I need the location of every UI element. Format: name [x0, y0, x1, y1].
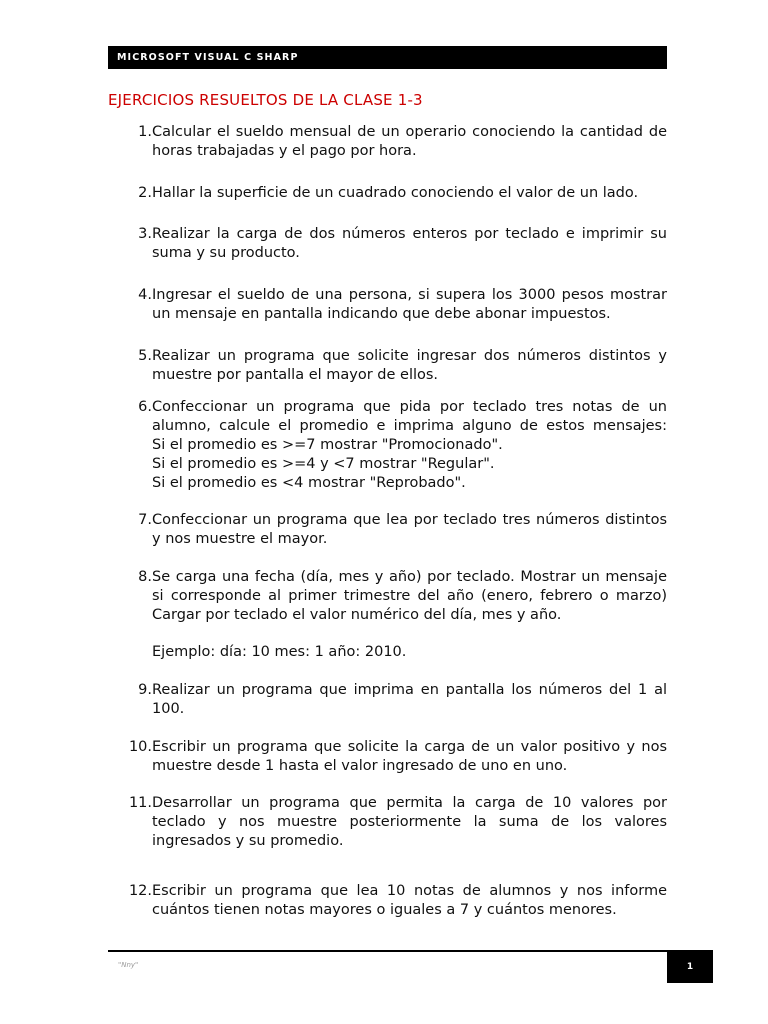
exercise-number: 12. — [128, 883, 152, 899]
exercise-text — [152, 225, 667, 263]
exercise-line: Hallar la superficie de un cuadrado conociendo el valor de un lado. — [152, 185, 639, 201]
exercise-text — [152, 286, 667, 324]
exercise-line: Confeccionar un programa que lea por teclado tres números distintos — [152, 512, 667, 528]
exercise-line: muestre por pantalla el mayor de ellos. — [152, 367, 439, 383]
exercise-line: muestre desde 1 hasta el valor ingresado de uno en uno. — [152, 758, 568, 774]
exercise-number: 10. — [128, 739, 152, 755]
exercise-number: 7. — [138, 512, 152, 528]
exercise-line: suma y su producto. — [152, 245, 300, 261]
exercise-line: Desarrollar un programa que permita la carga de 10 valores por — [152, 795, 667, 811]
exercise-line: cuántos tienen notas mayores o iguales a 7 y cuántos menores. — [152, 902, 617, 918]
exercise-text — [152, 398, 667, 493]
exercise-item — [120, 511, 667, 549]
exercise-line: Si el promedio es <4 mostrar "Reprobado". — [152, 475, 466, 491]
exercise-number: 9. — [138, 682, 152, 698]
exercise-line: teclado y nos muestre posteriormente la suma de los valores — [152, 814, 667, 830]
page-number: 1 — [686, 961, 694, 972]
exercise-number: 5. — [138, 348, 152, 364]
document-title: EJERCICIOS RESUELTOS DE LA CLASE 1-3 — [108, 91, 423, 109]
exercise-item — [120, 286, 667, 324]
exercise-line: horas trabajadas y el pago por hora. — [152, 143, 417, 159]
exercise-number: 4. — [138, 287, 152, 303]
exercise-line: Si el promedio es >=4 y <7 mostrar "Regular". — [152, 456, 495, 472]
exercise-item — [120, 738, 667, 776]
exercise-line: si corresponde al primer trimestre del año (enero, febrero o marzo) — [152, 588, 667, 604]
exercise-item — [120, 568, 667, 662]
exercise-number: 3. — [138, 226, 152, 242]
exercise-item — [120, 794, 667, 851]
exercise-line: Ejemplo: día: 10 mes: 1 año: 2010. — [152, 644, 407, 660]
exercise-line: Se carga una fecha (día, mes y año) por teclado. Mostrar un mensaje — [152, 569, 667, 585]
exercise-text — [152, 568, 667, 662]
exercise-text — [152, 681, 667, 719]
exercise-number: 6. — [138, 399, 152, 415]
exercise-item — [120, 681, 667, 719]
exercise-line: Si el promedio es >=7 mostrar "Promocionado". — [152, 437, 503, 453]
exercise-line: 100. — [152, 701, 185, 717]
exercise-line — [152, 625, 667, 643]
exercise-line: ingresados y su promedio. — [152, 833, 344, 849]
exercise-number: 2. — [138, 185, 152, 201]
exercise-line: Realizar un programa que imprima en pantalla los números del 1 al — [152, 682, 667, 698]
exercise-item — [120, 882, 667, 920]
exercise-text — [152, 347, 667, 385]
header-title: MICROSOFT VISUAL C SHARP — [117, 52, 299, 63]
exercise-text — [152, 184, 667, 203]
exercise-text — [152, 511, 667, 549]
exercise-item — [120, 123, 667, 161]
exercise-item — [120, 184, 667, 203]
exercise-number: 1. — [138, 124, 152, 140]
exercise-line: Realizar un programa que solicite ingresar dos números distintos y — [152, 348, 667, 364]
exercise-line: y nos muestre el mayor. — [152, 531, 328, 547]
exercise-number: 11. — [128, 795, 152, 811]
exercise-text — [152, 882, 667, 920]
exercise-item — [120, 398, 667, 493]
footer-divider — [108, 950, 667, 952]
exercise-text — [152, 738, 667, 776]
exercise-line: Escribir un programa que lea 10 notas de alumnos y nos informe — [152, 883, 667, 899]
exercise-line: un mensaje en pantalla indicando que debe abonar impuestos. — [152, 306, 611, 322]
exercise-line: Escribir un programa que solicite la carga de un valor positivo y nos — [152, 739, 667, 755]
footer-author: "Nny" — [118, 961, 139, 969]
page-number-box — [667, 950, 713, 983]
exercise-item — [120, 347, 667, 385]
header-bar — [108, 46, 667, 69]
exercise-number: 8. — [138, 569, 152, 585]
exercise-line: alumno, calcule el promedio e imprima alguno de estos mensajes: — [152, 418, 667, 434]
exercise-line: Calcular el sueldo mensual de un operario conociendo la cantidad de — [152, 124, 667, 140]
exercise-item — [120, 225, 667, 263]
exercise-line: Realizar la carga de dos números enteros por teclado e imprimir su — [152, 226, 667, 242]
exercise-line: Cargar por teclado el valor numérico del día, mes y año. — [152, 607, 562, 623]
exercise-text — [152, 123, 667, 161]
exercise-text — [152, 794, 667, 851]
exercise-line: Confeccionar un programa que pida por teclado tres notas de un — [152, 399, 667, 415]
exercise-line: Ingresar el sueldo de una persona, si supera los 3000 pesos mostrar — [152, 287, 667, 303]
